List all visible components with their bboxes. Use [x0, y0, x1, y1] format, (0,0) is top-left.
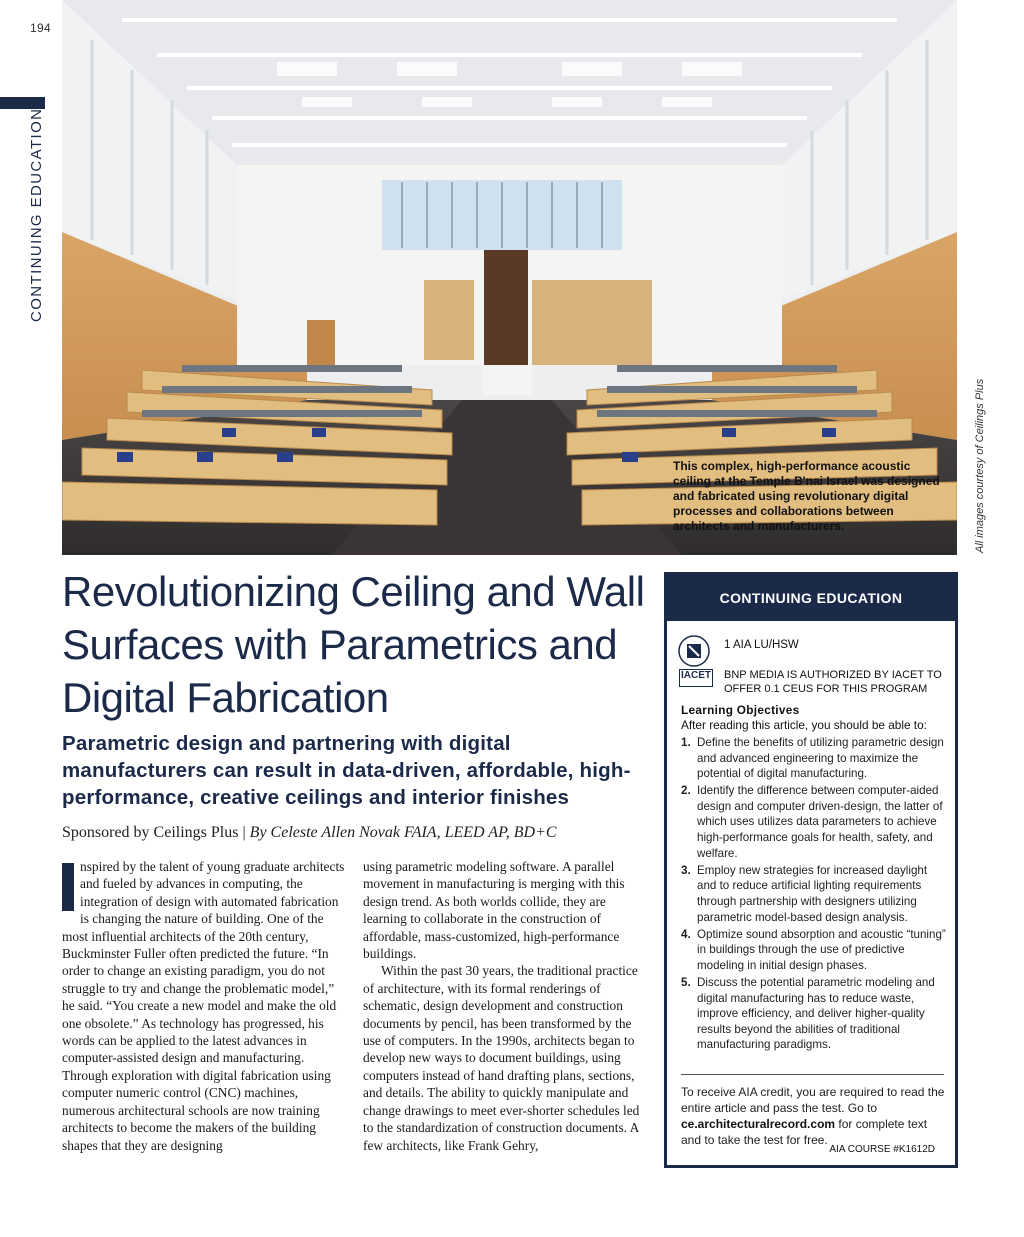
article-title: Revolutionizing Ceiling and Wall Surfaces with Parametrics and Digital Fabrication — [62, 568, 645, 721]
article-paragraph: Within the past 30 years, the traditional practice of architecture, with its formal renderings of schematic, design development and construction documents by pencil, has been transformed by the use of computers. In the 1990s, architects began to develop new ways to document buildings, using computers instead of hand drafting plans, sections, and details. The ability to quickly manipulate and change drawings to meet ever-shorter schedules led to the standardization of construction documents. A few architects, like Frank Gehry, — [363, 963, 640, 1153]
iacet-logo: IACET — [679, 669, 713, 687]
objective-text: Define the benefits of utilizing parametric design and advanced engineering to maximize the potential of digital manufacturing. — [697, 736, 944, 781]
objective-number: 5. — [681, 975, 691, 989]
article-paragraph: nspired by the talent of young graduate architects and fueled by advances in computing, the integration of design with automated fabrication is changing the nature of building. One of the most influential architects of the 20th century, Buckminster Fuller often predicted the future. “In order to change an existing paradigm, you do not struggle to try and change the problematic model,” he said. “You create a new model and make the old one obsolete.” As technology has progressed, his words can be applied to the latest advances in computer-assisted design and manufacturing. Through exploration with digital fabrication using computer numeric control (CNC) machines, numerous architectural schools are now training architects to become the makers of the building shapes that they are designing — [62, 859, 345, 1153]
article-paragraph: using parametric modeling software. A parallel movement in manufacturing is merging with this design trend. As both worlds collide, they are learning to collaborate in the construction of affordable, mass-customized, high-performance buildings. — [363, 859, 625, 962]
article-subtitle: Parametric design and partnering with digital manufacturers can result in data-driven, affordable, high-performance, creative ceilings and interior finishes — [62, 732, 631, 809]
objective-item — [681, 975, 947, 1053]
ce-instructions — [681, 1084, 949, 1148]
ce-instructions-text-end: for complete text and to take the test for free. — [681, 1117, 928, 1147]
author: By Celeste Allen Novak FAIA, LEED AP, BD+C — [249, 824, 557, 841]
objective-item — [681, 735, 947, 782]
learning-objectives-title: Learning Objectives — [681, 703, 800, 717]
byline-separator: | — [238, 824, 250, 841]
sponsor: Sponsored by Ceilings Plus — [62, 824, 239, 841]
ce-instructions-text: To receive AIA credit, you are required to read the entire article and pass the test. Go to — [681, 1085, 945, 1115]
drop-cap-bar — [62, 863, 74, 911]
page-number: 194 — [30, 21, 51, 35]
aia-course-number: AIA COURSE #K1612D — [829, 1144, 935, 1155]
iacet-statement: BNP MEDIA IS AUTHORIZED BY IACET TO OFFER 0.1 CEUS FOR THIS PROGRAM — [724, 669, 942, 695]
objective-text: Employ new strategies for increased daylight and to reduce artificial lighting requirements through partnership with designers utilizing parametric model-based design analysis. — [697, 863, 928, 924]
aia-credit: 1 AIA LU/HSW — [724, 639, 799, 651]
continuing-education-box — [664, 572, 958, 1168]
objective-number: 1. — [681, 736, 691, 749]
photo-caption: This complex, high-performance acoustic ceiling at the Temple B'nai Israel was designed and fabricated using revolutionary digital processes and collaborations between architects and manufacturers. — [673, 459, 940, 533]
objective-number: 3. — [681, 863, 691, 877]
objective-item — [681, 863, 947, 925]
objective-item — [681, 783, 947, 861]
objective-item — [681, 927, 947, 974]
objective-text: Discuss the potential parametric modeling and digital manufacturing has to reduce waste, improve efficiency, and deliver higher-quality results beyond the abilities of traditional manufacturing paradigms. — [697, 975, 935, 1052]
objective-number: 2. — [681, 784, 691, 798]
objective-text: Identify the difference between computer-aided design and computer driven-design, the latter of which uses utilizes data parameters to achieve high-performance goals for health, safety, and welfare. — [697, 784, 943, 860]
byline — [62, 824, 662, 842]
photo-credit: All images courtesy of Ceilings Plus — [974, 378, 986, 553]
ce-box-heading: CONTINUING EDUCATION — [667, 575, 955, 621]
ce-divider — [681, 1074, 944, 1075]
article-column-1 — [62, 858, 346, 1154]
learning-objectives-intro: After reading this article, you should be able to: — [681, 718, 927, 732]
learning-objectives-list — [681, 735, 947, 1054]
article-column-2 — [363, 858, 647, 1154]
objective-number: 4. — [681, 927, 691, 941]
side-section-label: CONTINUING EDUCATION — [28, 107, 45, 322]
ce-seal-icon — [678, 635, 710, 667]
objective-text: Optimize sound absorption and acoustic “tuning” in buildings through the use of predictive modeling in initial design phases. — [697, 927, 946, 972]
ce-website-link[interactable]: ce.architecturalrecord.com — [681, 1117, 836, 1131]
